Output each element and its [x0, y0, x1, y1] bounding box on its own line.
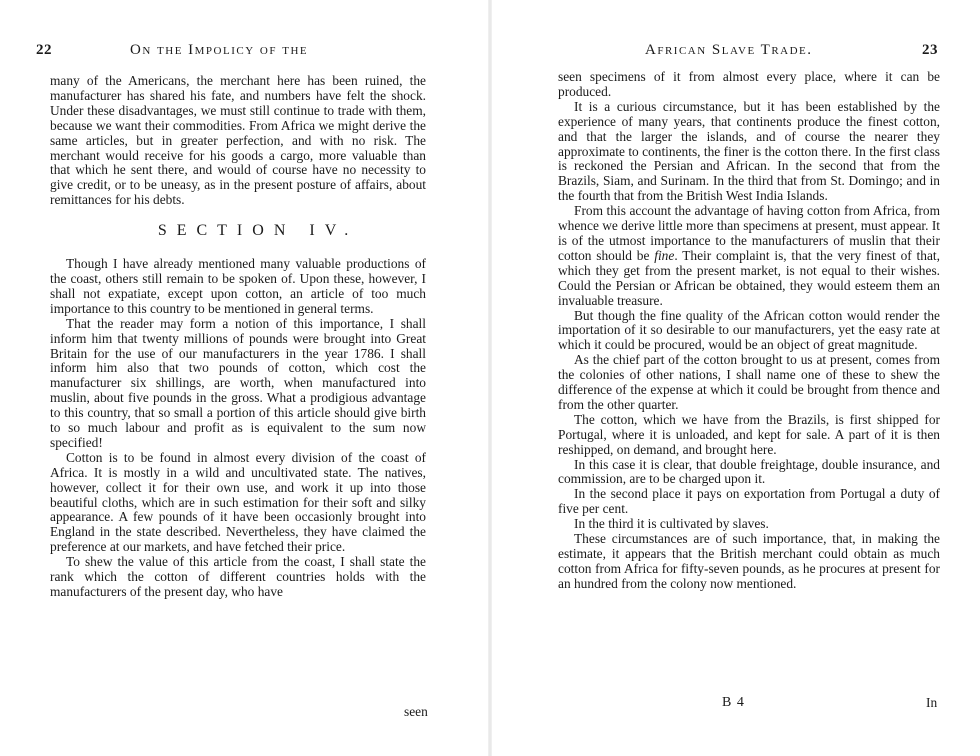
paragraph: [558, 204, 940, 308]
catchword: seen: [404, 704, 428, 719]
running-head: African Slave Trade.: [645, 42, 813, 58]
paragraph-text: From this account the advantage of having cotton from Africa, from whence we derive little more than specimens at present, must appear. It is of the utmost importance to the manufacturers of muslin that their cotton should be: [558, 203, 940, 263]
paragraph: That the reader may form a notion of this importance, I shall inform him that twenty millions of pounds were brought into Great Britain for the use of our manufacturers in the year 1786. I shall inform him also that two pounds of cotton, which cost the manufacturer six shillings, are worth, when manufactured into muslin, about five pounds in the gross. What a prodigious advantage to this country, that so small a portion of this article should give birth to so much labour and profit as is equivalent to the sum now specified!: [50, 315, 426, 450]
paragraph: Cotton is to be found in almost every division of the coast of Africa. It is mostly in a wild and uncultivated state. The natives, however, collect it for their own use, and work it up into those beautiful cloths, which are in such estimation for their soft and silky appearance. A few pounds of it have been occasionly brought into England in the state described. Nevertheless, they have claimed the preference at our markets, and have fetched their price.: [50, 449, 426, 555]
paragraph: It is a curious circumstance, but it has been established by the experience of many years, that continents produce the finest cotton, and that the larger the islands, and of course the nearer they approximate to continents, the finer is the cotton there. In the first class is reckoned the Persian and African. In the second that from the Brazils, Siam, and Surinam. In the third that from St. Domingo; and in the fourth that from the British West India Islands.: [558, 98, 940, 204]
paragraph: Though I have already mentioned many valuable productions of the coast, others still remain to be spoken of. Upon these, however, I shall not expatiate, except upon cotton, an article of too much importance to this country to be mentioned in general terms.: [50, 256, 426, 316]
paragraph: The cotton, which we have from the Brazils, is first shipped for Portugal, where it is unloaded, and kept for sale. A part of it is then reshipped, on demand, and brought here.: [558, 411, 940, 457]
page-number: 22: [36, 42, 52, 58]
signature-mark: B 4: [722, 695, 745, 710]
paragraph: To shew the value of this article from the coast, I shall state the rank which the cotton of different countries holds with the manufacturers of the present day, who have: [50, 554, 426, 599]
catchword: In: [926, 695, 938, 710]
paragraph-text: . Their complaint is, that the very finest of that, which they get from the present market, is not equal to their wishes. Could the Persian or African be obtained, they would esteem them an invaluable treasure.: [558, 247, 940, 308]
text-column: [50, 74, 426, 600]
paragraph: many of the Americans, the merchant here has been ruined, the manufacturer has shared his fate, and numbers have felt the shock. Under these disadvantages, we must still continue to trade with them, because we want their commodities. From Africa we might derive the same articles, but in greater perfection, and with no risk. The merchant would receive for his goods a cargo, more valuable than that which he sent there, and would of course have no necessity to give credit, or to be uneasy, as in the present posture of affairs, about remittances for his debts.: [50, 73, 426, 208]
paragraph: These circumstances are of such importance, that, in making the estimate, it appears that the British merchant could obtain as much cotton from Africa for fifty-seven pounds, as he procures at present for an hundred from the colony now mentioned.: [558, 531, 940, 591]
page-number: 23: [922, 42, 938, 58]
text-column: [558, 70, 940, 592]
paragraph: In the second place it pays on exportation from Portugal a duty of five per cent.: [558, 486, 940, 517]
right-page: [490, 0, 980, 756]
section-heading: SECTION IV.: [157, 222, 359, 240]
running-head: On the Impolicy of the: [130, 42, 309, 58]
paragraph: In this case it is clear, that double freightage, double insurance, and commission, are to be charged upon it.: [558, 456, 940, 487]
paragraph: seen specimens of it from almost every place, where it can be produced.: [558, 69, 940, 99]
paragraph: As the chief part of the cotton brought to us at present, comes from the colonies of other nations, I shall name one of these to shew the difference of the expense at which it could be brought from thence and from the other quarter.: [558, 352, 940, 412]
paragraph: But though the fine quality of the African cotton would render the importation of it so desirable to our manufacturers, yet the easy rate at which it could be procured, would be an object of great magnitude.: [558, 307, 940, 353]
italic-word: fine: [654, 247, 675, 263]
paragraph: In the third it is cultivated by slaves.: [574, 516, 769, 532]
